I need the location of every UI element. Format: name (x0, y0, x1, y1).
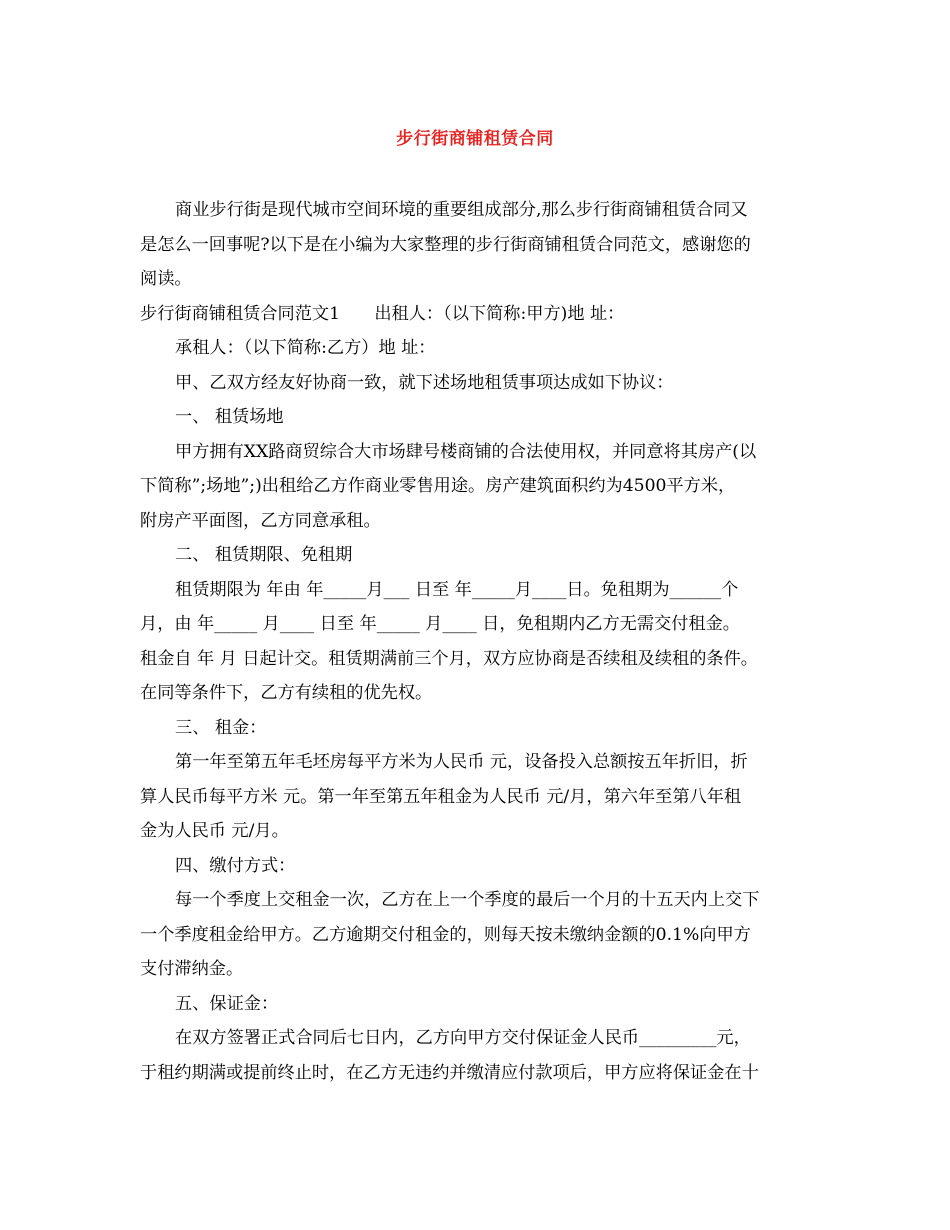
document-line: 算人民币每平方米 元。第一年至第五年租金为人民币 元/月，第六年至第八年租 (140, 786, 742, 807)
document-line: 步行街商铺租赁合同范文1 出租人：（以下简称:甲方)地 址： (140, 303, 625, 324)
document-line: 附房产平面图，乙方同意承租。 (140, 510, 381, 531)
document-line: 商业步行街是现代城市空间环境的重要组成部分,那么步行街商铺租赁合同又 (175, 200, 748, 220)
document-line: 租赁期限为 年由 年_____月___ 日至 年_____月____日。免租期为______个 (175, 579, 739, 600)
document-line: 四、缴付方式： (175, 855, 296, 876)
document-line: 甲方拥有XX路商贸综合大市场肆号楼商铺的合法使用权，并同意将其房产(以 (175, 441, 757, 462)
document-line: 月，由 年_____ 月____ 日至 年_____ 月____ 日，免租期内乙方无需交付租金。 (140, 614, 740, 634)
document-line: 每一个季度上交租金一次，乙方在上一个季度的最后一个月的十五天内上交下 (175, 890, 760, 910)
document-line: 是怎么一回事呢?以下是在小编为大家整理的步行街商铺租赁合同范文，感谢您的 (140, 234, 751, 255)
document-line: 第一年至第五年毛坯房每平方米为人民币 元，设备投入总额按五年折旧，折 (175, 752, 748, 772)
document-line: 一个季度租金给甲方。乙方逾期交付租金的，则每天按未缴纳金额的0.1%向甲方 (140, 924, 751, 945)
document-line: 下简称”;场地”;)出租给乙方作商业零售用途。房产建筑面积约为4500平方米， (140, 476, 736, 496)
document-line: 二、 租赁期限、免租期 (175, 545, 353, 565)
document-body (140, 193, 815, 1090)
document-line: 甲、乙双方经友好协商一致，就下述场地租赁事项达成如下协议： (175, 372, 674, 393)
document-line: 五、保证金： (175, 993, 279, 1014)
document-title: 步行街商铺租赁合同 (396, 129, 554, 149)
document-line: 在同等条件下，乙方有续租的优先权。 (140, 683, 433, 703)
document-line: 租金自 年 月 日起计交。租赁期满前三个月，双方应协商是否续租及续租的条件。 (140, 648, 758, 669)
document-line: 于租约期满或提前终止时，在乙方无违约并缴清应付款项后，甲方应将保证金在十 (140, 1062, 759, 1083)
document-line: 在双方签署正式合同后七日内，乙方向甲方交付保证金人民币_________元， (175, 1028, 751, 1048)
document-line: 三、 租金： (175, 717, 267, 738)
document-line: 阅读。 (140, 269, 192, 289)
document-line: 一、 租赁场地 (175, 407, 284, 427)
document-line: 承租人：（以下简称:乙方）地 址： (175, 338, 436, 358)
document-line: 支付滞纳金。 (140, 959, 244, 979)
document-line: 金为人民币 元/月。 (140, 821, 289, 841)
